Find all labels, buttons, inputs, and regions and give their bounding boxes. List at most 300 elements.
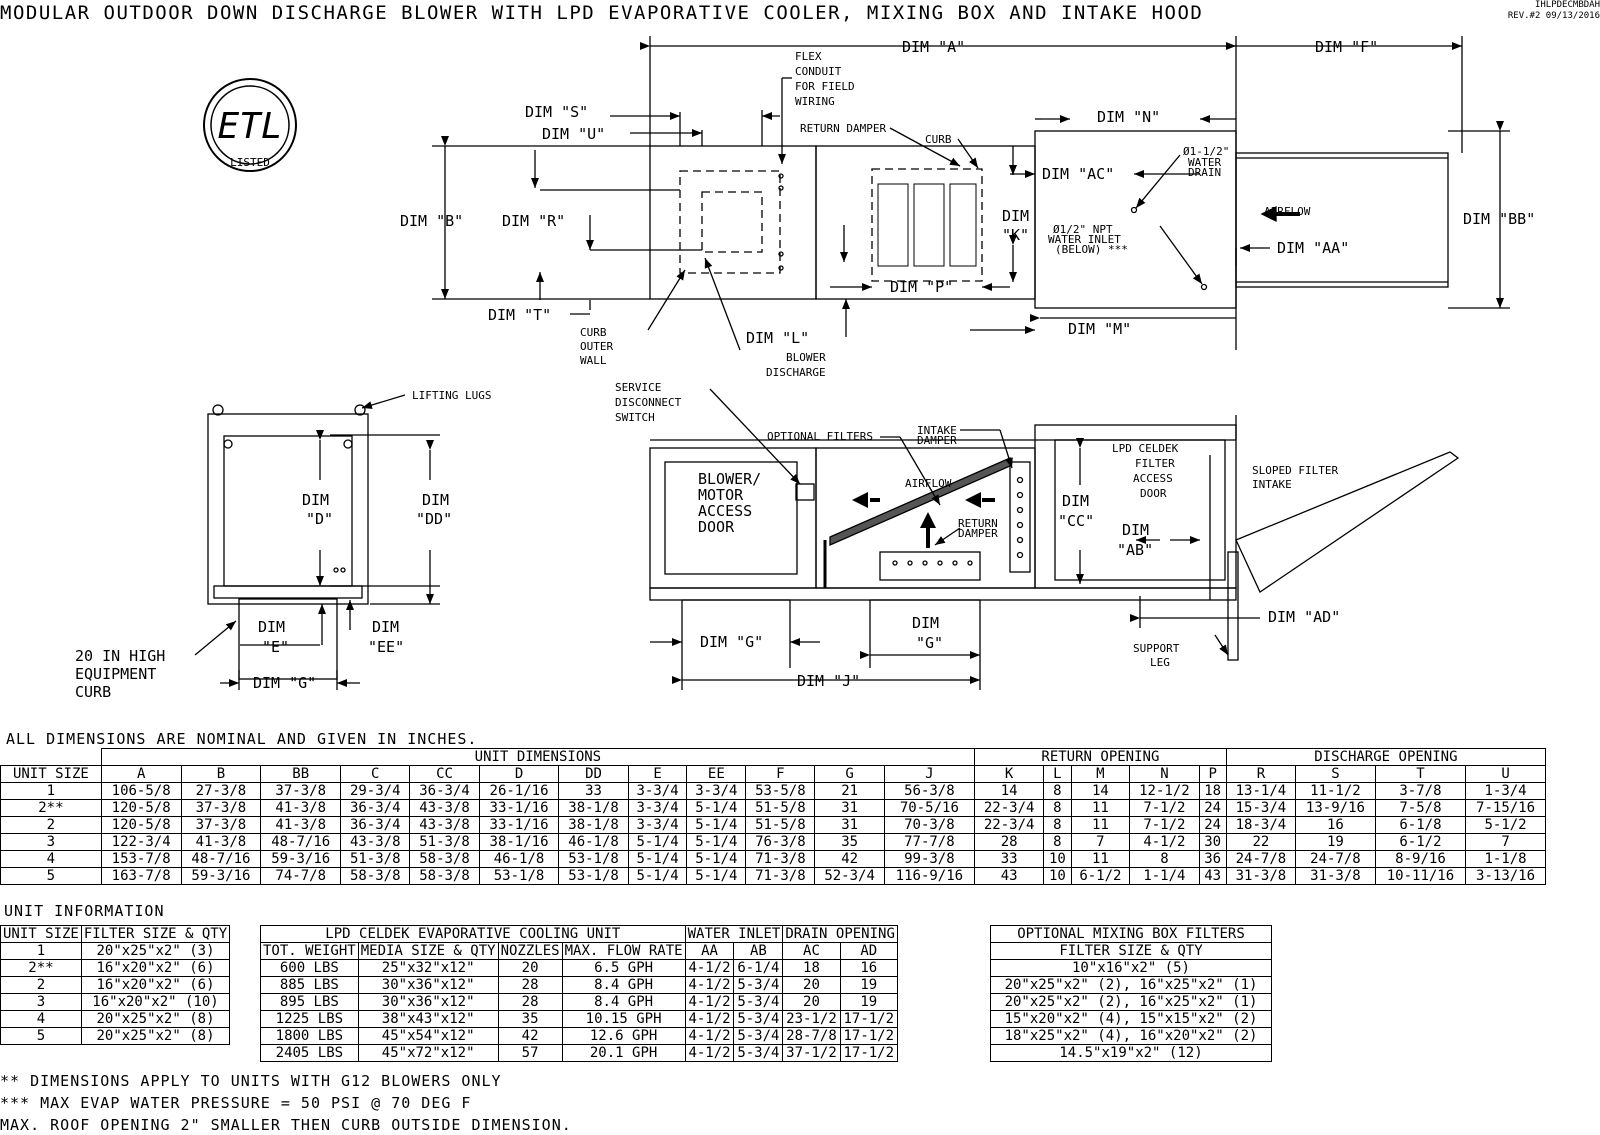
flex-conduit-label-4: WIRING — [795, 95, 835, 108]
evap-cooler-table — [260, 925, 898, 1062]
plan-view-labels — [400, 38, 1535, 379]
celdek-door-label-1: LPD CELDEK — [1112, 442, 1179, 455]
dim-table-cell: 43-3/8 — [410, 817, 479, 834]
lifting-lugs-label: LIFTING LUGS — [412, 389, 492, 402]
cooler-table-cell: 5-3/4 — [734, 1028, 783, 1045]
cooler-table-cell: 38"x43"x12" — [358, 1011, 498, 1028]
cooler-header-cell: TOT. WEIGHT — [261, 943, 359, 960]
cooler-header-cell: AA — [685, 943, 734, 960]
dim-table-cell: 30 — [1199, 834, 1226, 851]
celdek-door-label-3: ACCESS — [1133, 472, 1173, 485]
dim-table-cell: 19 — [1296, 834, 1376, 851]
dim-table-cell: 3-13/16 — [1466, 868, 1546, 885]
cooler-header-cell: MAX. FLOW RATE — [562, 943, 685, 960]
return-damper-blades — [878, 184, 976, 266]
cooler-table-cell: 1225 LBS — [261, 1011, 359, 1028]
cooler-header-cell: MEDIA SIZE & QTY — [358, 943, 498, 960]
dim-table-cell: 33 — [559, 783, 628, 800]
dim-table-row — [1, 851, 1546, 868]
dim-table-cell: 18 — [1199, 783, 1226, 800]
drawing-title: MODULAR OUTDOOR DOWN DISCHARGE BLOWER WITH LPD EVAPORATIVE COOLER, MIXING BOX AND INTAKE HOOD — [0, 2, 1204, 24]
dim-table-cell: 43-3/8 — [410, 800, 479, 817]
cooler-header-cell: AD — [840, 943, 897, 960]
celdek-door-label-4: DOOR — [1140, 487, 1167, 500]
filter-table-row — [1, 977, 230, 994]
return-opening-group: RETURN OPENING — [975, 749, 1227, 766]
dim-table-cell: 7-1/2 — [1130, 800, 1199, 817]
filter-table-cell: 20"x25"x2" (8) — [81, 1011, 229, 1028]
dim-table-cell: 3-3/4 — [628, 800, 687, 817]
dim-header-cell: P — [1199, 766, 1226, 783]
dim-table-cell: 120-5/8 — [101, 800, 181, 817]
dim-d-label-1: DIM — [302, 491, 330, 509]
dim-table-cell: 33 — [975, 851, 1044, 868]
dim-ee-label-1: DIM — [372, 618, 400, 636]
dim-header-cell: J — [884, 766, 974, 783]
dim-table-cell: 22-3/4 — [975, 800, 1044, 817]
cooler-table-cell: 45"x72"x12" — [358, 1045, 498, 1062]
cooler-table-cell: 17-1/2 — [840, 1045, 897, 1062]
dim-table-cell: 27-3/8 — [181, 783, 261, 800]
filter-header-cell: FILTER SIZE & QTY — [81, 926, 229, 943]
mixing-table-row — [991, 1011, 1272, 1028]
service-switch-label-1: SERVICE — [615, 381, 662, 394]
curb-label-2: EQUIPMENT — [75, 665, 157, 683]
dim-table-cell: 24 — [1199, 800, 1226, 817]
dim-table-cell: 37-3/8 — [181, 800, 261, 817]
dim-a-label: DIM "A" — [902, 38, 966, 56]
mixing-table-row — [991, 994, 1272, 1011]
dim-table-cell: 51-3/8 — [341, 851, 410, 868]
dim-table-cell: 6-1/2 — [1071, 868, 1130, 885]
dim-table-cell: 29-3/4 — [341, 783, 410, 800]
cooler-table-cell: 57 — [498, 1045, 562, 1062]
dim-table-cell: 13-1/4 — [1226, 783, 1295, 800]
blower-discharge-dashed — [702, 192, 762, 252]
dim-header-cell: E — [628, 766, 687, 783]
discharge-opening-group: DISCHARGE OPENING — [1226, 749, 1545, 766]
side-view-labels — [615, 381, 1340, 690]
dim-table-cell: 7 — [1466, 834, 1546, 851]
dim-table-cell: 48-7/16 — [261, 834, 341, 851]
dim-table-cell: 7-5/8 — [1375, 800, 1465, 817]
blower-access-label-2: MOTOR — [698, 486, 744, 504]
dimensions-table — [0, 748, 1546, 885]
mixing-table-cell: 15"x20"x2" (4), 15"x15"x2" (2) — [991, 1011, 1272, 1028]
dim-table-cell: 5-1/4 — [687, 834, 746, 851]
mixing-box-title: OPTIONAL MIXING BOX FILTERS — [991, 926, 1272, 943]
dim-table-cell: 7 — [1071, 834, 1130, 851]
dim-table-cell: 53-5/8 — [746, 783, 815, 800]
dim-table-cell: 37-3/8 — [261, 783, 341, 800]
dim-header-cell: BB — [261, 766, 341, 783]
intake-damper-column — [1010, 462, 1030, 572]
dim-cc-label-2: "CC" — [1058, 512, 1095, 530]
dim-table-cell: 3-3/4 — [687, 783, 746, 800]
note-2: *** MAX EVAP WATER PRESSURE = 50 PSI @ 70 DEG F — [0, 1094, 472, 1112]
cooler-table-cell: 30"x36"x12" — [358, 977, 498, 994]
dim-table-cell: 35 — [815, 834, 884, 851]
dim-table-cell: 5-1/4 — [687, 800, 746, 817]
water-drain-label-1: Ø1-1/2" — [1183, 145, 1230, 158]
cooler-table-cell: 45"x54"x12" — [358, 1028, 498, 1045]
cooler-table-row — [261, 1028, 898, 1045]
dim-table-row — [1, 834, 1546, 851]
cooler-table-cell: 895 LBS — [261, 994, 359, 1011]
cooler-table-cell: 6.5 GPH — [562, 960, 685, 977]
airflow-label: AIRFLOW — [1264, 205, 1311, 218]
dim-table-cell: 51-3/8 — [410, 834, 479, 851]
cooler-table-cell: 4-1/2 — [685, 960, 734, 977]
mixing-table-cell: 10"x16"x2" (5) — [991, 960, 1272, 977]
dim-table-cell: 53-1/8 — [559, 851, 628, 868]
dim-table-cell: 99-3/8 — [884, 851, 974, 868]
dim-table-cell: 22 — [1226, 834, 1295, 851]
dim-header-cell: K — [975, 766, 1044, 783]
dim-table-cell: 48-7/16 — [181, 851, 261, 868]
dim-d-label-2: "D" — [306, 510, 334, 528]
dim-table-cell: 24-7/8 — [1226, 851, 1295, 868]
dim-table-cell: 76-3/8 — [746, 834, 815, 851]
dim-table-cell: 38-1/8 — [559, 800, 628, 817]
mixing-table-row — [991, 1028, 1272, 1045]
dim-table-cell: 3 — [1, 834, 102, 851]
dim-table-cell: 18-3/4 — [1226, 817, 1295, 834]
blower-access-label-1: BLOWER/ — [698, 470, 762, 488]
side-return-damper-label-1: RETURN — [958, 517, 998, 530]
dim-table-cell: 26-1/16 — [479, 783, 559, 800]
filter-table-cell: 5 — [1, 1028, 82, 1045]
dim-table-cell: 42 — [815, 851, 884, 868]
cooler-table-cell: 4-1/2 — [685, 1028, 734, 1045]
dim-ac-label: DIM "AC" — [1042, 165, 1115, 183]
filter-table-cell: 1 — [1, 943, 82, 960]
dim-j-label: DIM "J" — [797, 672, 861, 690]
dim-table-cell: 31 — [815, 800, 884, 817]
dim-k-label-2: "K" — [1002, 226, 1030, 244]
filter-table-row — [1, 994, 230, 1011]
cooler-table-cell: 4-1/2 — [685, 994, 734, 1011]
dim-table-cell: 59-3/16 — [261, 851, 341, 868]
dim-e-label-1: DIM — [258, 618, 286, 636]
dim-table-cell: 28 — [975, 834, 1044, 851]
lpd-celdek-group: LPD CELDEK EVAPORATIVE COOLING UNIT — [261, 926, 686, 943]
dim-table-cell: 14 — [975, 783, 1044, 800]
support-leg-label-2: LEG — [1150, 656, 1170, 669]
cooler-table-cell: 16 — [840, 960, 897, 977]
mixing-box-filters-table — [990, 925, 1272, 1062]
curb-outer-wall-label-2: OUTER — [580, 340, 614, 353]
dim-k-label-1: DIM — [1002, 207, 1030, 225]
dim-table-cell: 5-1/4 — [628, 851, 687, 868]
dim-table-cell: 7-1/2 — [1130, 817, 1199, 834]
dim-table-cell: 36-3/4 — [410, 783, 479, 800]
dim-t-label: DIM "T" — [488, 306, 552, 324]
filter-table-row — [1, 1011, 230, 1028]
filter-table — [0, 925, 230, 1045]
dim-table-cell: 36-3/4 — [341, 817, 410, 834]
blower-access-label-4: DOOR — [698, 518, 735, 536]
dim-table-cell: 33-1/16 — [479, 800, 559, 817]
cooler-header-cell: AC — [783, 943, 840, 960]
dim-table-cell: 153-7/8 — [101, 851, 181, 868]
dim-table-cell: 53-1/8 — [479, 868, 559, 885]
dim-table-cell: 70-5/16 — [884, 800, 974, 817]
dim-table-cell: 51-5/8 — [746, 800, 815, 817]
note-3: MAX. ROOF OPENING 2" SMALLER THEN CURB OUTSIDE DIMENSION. — [0, 1116, 572, 1134]
unit-information-title: UNIT INFORMATION — [4, 902, 165, 920]
dim-p-label: DIM "P" — [890, 278, 954, 296]
dim-table-cell: 16 — [1296, 817, 1376, 834]
dim-table-cell: 70-3/8 — [884, 817, 974, 834]
cooler-table-cell: 17-1/2 — [840, 1011, 897, 1028]
filter-table-cell: 3 — [1, 994, 82, 1011]
dim-table-cell: 2** — [1, 800, 102, 817]
cooler-group-row — [261, 926, 898, 943]
dim-table-cell: 58-3/8 — [410, 851, 479, 868]
dim-bb-label: DIM "BB" — [1463, 210, 1536, 228]
cooler-table-row — [261, 977, 898, 994]
dim-u-label: DIM "U" — [542, 125, 606, 143]
dim-table-cell: 1 — [1, 783, 102, 800]
cooler-table-cell: 4-1/2 — [685, 1011, 734, 1028]
dim-table-cell: 22-3/4 — [975, 817, 1044, 834]
dim-dd-label-1: DIM — [422, 491, 450, 509]
intake-hood-outline — [1236, 153, 1448, 287]
dim-table-row — [1, 783, 1546, 800]
dim-header-cell: F — [746, 766, 815, 783]
dimensions-table-header-row — [1, 766, 1546, 783]
dim-table-cell: 77-7/8 — [884, 834, 974, 851]
filter-header-cell: UNIT SIZE — [1, 926, 82, 943]
dim-table-cell: 74-7/8 — [261, 868, 341, 885]
blower-section-outline — [650, 146, 816, 299]
dim-table-cell: 31-3/8 — [1226, 868, 1295, 885]
dim-table-cell: 5-1/4 — [628, 868, 687, 885]
water-drain-label-2: WATER — [1188, 156, 1222, 169]
dim-header-cell: R — [1226, 766, 1295, 783]
dim-table-cell: 58-3/8 — [341, 868, 410, 885]
cooler-table-cell: 8.4 GPH — [562, 994, 685, 1011]
dim-table-cell: 13-9/16 — [1296, 800, 1376, 817]
dim-m-label: DIM "M" — [1068, 320, 1132, 338]
cooler-table-row — [261, 960, 898, 977]
dim-header-cell: D — [479, 766, 559, 783]
dim-table-cell: 5-1/4 — [687, 817, 746, 834]
side-return-damper-label-2: DAMPER — [958, 527, 998, 540]
dim-table-cell: 4-1/2 — [1130, 834, 1199, 851]
cooler-table-cell: 600 LBS — [261, 960, 359, 977]
cooler-table-cell: 42 — [498, 1028, 562, 1045]
filter-table-cell: 16"x20"x2" (10) — [81, 994, 229, 1011]
cooler-table-cell: 28-7/8 — [783, 1028, 840, 1045]
dim-table-row — [1, 868, 1546, 885]
intake-damper-label-1: INTAKE — [917, 424, 957, 437]
dim-table-cell: 31 — [815, 817, 884, 834]
cooler-table-cell: 37-1/2 — [783, 1045, 840, 1062]
water-inlet-label-3: (BELOW) *** — [1055, 243, 1128, 256]
dim-table-cell: 11-1/2 — [1296, 783, 1376, 800]
cooler-table-row — [261, 1011, 898, 1028]
water-inlet-label-2: WATER INLET — [1048, 233, 1121, 246]
cooler-table-cell: 10.15 GPH — [562, 1011, 685, 1028]
cooler-table-cell: 23-1/2 — [783, 1011, 840, 1028]
dim-table-cell: 56-3/8 — [884, 783, 974, 800]
dim-header-cell: U — [1466, 766, 1546, 783]
cooler-table-cell: 1800 LBS — [261, 1028, 359, 1045]
sloped-intake-label-1: SLOPED FILTER — [1252, 464, 1339, 477]
dim-table-cell: 41-3/8 — [261, 800, 341, 817]
cooler-table-cell: 17-1/2 — [840, 1028, 897, 1045]
cooler-table-cell: 25"x32"x12" — [358, 960, 498, 977]
blower-discharge-label-2: DISCHARGE — [766, 366, 826, 379]
dim-table-cell: 51-5/8 — [746, 817, 815, 834]
cooler-table-cell: 12.6 GPH — [562, 1028, 685, 1045]
dim-e-label-2: "E" — [262, 638, 290, 656]
mixing-table-cell: 20"x25"x2" (2), 16"x25"x2" (1) — [991, 977, 1272, 994]
dim-header-cell: EE — [687, 766, 746, 783]
cooler-table-row — [261, 994, 898, 1011]
cooler-table-cell: 20 — [783, 977, 840, 994]
cooler-table-cell: 6-1/4 — [734, 960, 783, 977]
revision-text: REV.#2 09/13/2016 — [1507, 11, 1600, 21]
dim-ee-label-2: "EE" — [368, 638, 405, 656]
dim-ab-label-1: DIM — [1122, 521, 1150, 539]
mixing-table-cell: 20"x25"x2" (2), 16"x25"x2" (1) — [991, 994, 1272, 1011]
dim-header-cell: C — [341, 766, 410, 783]
dim-header-cell: T — [1375, 766, 1465, 783]
dim-table-cell: 43-3/8 — [341, 834, 410, 851]
filter-table-cell: 4 — [1, 1011, 82, 1028]
filter-table-cell: 2 — [1, 977, 82, 994]
dim-l-label: DIM "L" — [746, 329, 810, 347]
cooler-table-cell: 20 — [783, 994, 840, 1011]
dim-ad-label: DIM "AD" — [1268, 608, 1341, 626]
curb-label-3: CURB — [75, 683, 112, 701]
cooler-table-row — [261, 1045, 898, 1062]
dim-table-cell: 8 — [1130, 851, 1199, 868]
etl-logo-text: ETL — [217, 106, 283, 147]
dim-g-side-label-3: "G" — [916, 634, 944, 652]
dim-table-cell: 31-3/8 — [1296, 868, 1376, 885]
dim-header-cell: B — [181, 766, 261, 783]
dim-table-cell: 59-3/16 — [181, 868, 261, 885]
dim-table-cell: 38-1/16 — [479, 834, 559, 851]
etl-logo — [204, 79, 296, 171]
return-damper-dashed — [872, 169, 982, 281]
cooler-table-cell: 5-3/4 — [734, 977, 783, 994]
dim-table-cell: 8-9/16 — [1375, 851, 1465, 868]
dim-table-cell: 116-9/16 — [884, 868, 974, 885]
dim-table-cell: 46-1/8 — [479, 851, 559, 868]
cooler-table-cell: 28 — [498, 977, 562, 994]
dim-g-front-label: DIM "G" — [253, 674, 317, 692]
cooler-table-cell: 2405 LBS — [261, 1045, 359, 1062]
drawing-id: IHLPDECMBDAH — [1534, 0, 1600, 10]
cooler-table-cell: 19 — [840, 994, 897, 1011]
dim-table-cell: 8 — [1044, 817, 1071, 834]
dim-header-cell: A — [101, 766, 181, 783]
dim-ab-label-2: "AB" — [1117, 541, 1154, 559]
filter-table-header-row — [1, 926, 230, 943]
dim-table-cell: 5-1/4 — [687, 851, 746, 868]
dim-table-cell: 2 — [1, 817, 102, 834]
dim-table-cell: 15-3/4 — [1226, 800, 1295, 817]
dim-table-cell: 163-7/8 — [101, 868, 181, 885]
dim-table-cell: 71-3/8 — [746, 851, 815, 868]
dim-table-cell: 36 — [1199, 851, 1226, 868]
dim-table-cell: 10-11/16 — [1375, 868, 1465, 885]
dim-table-cell: 24 — [1199, 817, 1226, 834]
cooler-table-cell: 35 — [498, 1011, 562, 1028]
dim-table-cell: 106-5/8 — [101, 783, 181, 800]
dim-table-cell: 1-1/4 — [1130, 868, 1199, 885]
dim-table-cell: 11 — [1071, 851, 1130, 868]
mixing-table-row — [991, 1045, 1272, 1062]
dim-table-row — [1, 817, 1546, 834]
dim-header-cell: G — [815, 766, 884, 783]
dim-cc-label-1: DIM — [1062, 492, 1090, 510]
return-damper-side — [880, 552, 980, 580]
dim-table-cell: 3-3/4 — [628, 783, 687, 800]
dim-table-cell: 122-3/4 — [101, 834, 181, 851]
dim-table-cell: 8 — [1044, 834, 1071, 851]
dim-table-cell: 6-1/2 — [1375, 834, 1465, 851]
dim-table-cell: 11 — [1071, 800, 1130, 817]
dim-table-cell: 53-1/8 — [559, 868, 628, 885]
dimensions-table-group-row — [1, 749, 1546, 766]
dim-header-cell: L — [1044, 766, 1071, 783]
dim-table-cell: 5 — [1, 868, 102, 885]
return-damper-label: RETURN DAMPER — [800, 122, 887, 135]
dim-f-label: DIM "F" — [1315, 38, 1379, 56]
service-disconnect-switch — [796, 484, 814, 500]
filter-table-cell: 20"x25"x2" (8) — [81, 1028, 229, 1045]
mixing-table-row — [991, 977, 1272, 994]
cooler-table-cell: 30"x36"x12" — [358, 994, 498, 1011]
dim-table-cell: 33-1/16 — [479, 817, 559, 834]
dim-table-cell: 21 — [815, 783, 884, 800]
dim-n-label: DIM "N" — [1097, 108, 1161, 126]
dim-header-cell: M — [1071, 766, 1130, 783]
support-leg-label-1: SUPPORT — [1133, 642, 1180, 655]
cooler-table-header-row — [261, 943, 898, 960]
dim-aa-label: DIM "AA" — [1277, 239, 1350, 257]
sloped-intake-label-2: INTAKE — [1252, 478, 1292, 491]
dim-table-cell: 5-1/4 — [687, 868, 746, 885]
filter-table-row — [1, 960, 230, 977]
dim-table-cell: 43 — [1199, 868, 1226, 885]
intake-damper-label-2: DAMPER — [917, 434, 957, 447]
drain-opening-group: DRAIN OPENING — [783, 926, 898, 943]
cooler-table-cell: 20.1 GPH — [562, 1045, 685, 1062]
side-airflow-label: AIRFLOW — [905, 477, 952, 490]
mixing-box-header: FILTER SIZE & QTY — [991, 943, 1272, 960]
dim-table-cell: 71-3/8 — [746, 868, 815, 885]
dim-table-cell: 10 — [1044, 868, 1071, 885]
curb-outer-wall-label-3: WALL — [580, 354, 607, 367]
dim-table-cell: 37-3/8 — [181, 817, 261, 834]
dim-b-label: DIM "B" — [400, 212, 464, 230]
cooler-header-cell: NOZZLES — [498, 943, 562, 960]
dim-table-cell: 7-15/16 — [1466, 800, 1546, 817]
dim-dd-label-2: "DD" — [416, 510, 453, 528]
cooler-table-cell: 28 — [498, 994, 562, 1011]
dimensions-note: ALL DIMENSIONS ARE NOMINAL AND GIVEN IN INCHES. — [6, 730, 478, 748]
unit-dimensions-group: UNIT DIMENSIONS — [101, 749, 974, 766]
filter-table-row — [1, 943, 230, 960]
filter-table-cell: 20"x25"x2" (3) — [81, 943, 229, 960]
